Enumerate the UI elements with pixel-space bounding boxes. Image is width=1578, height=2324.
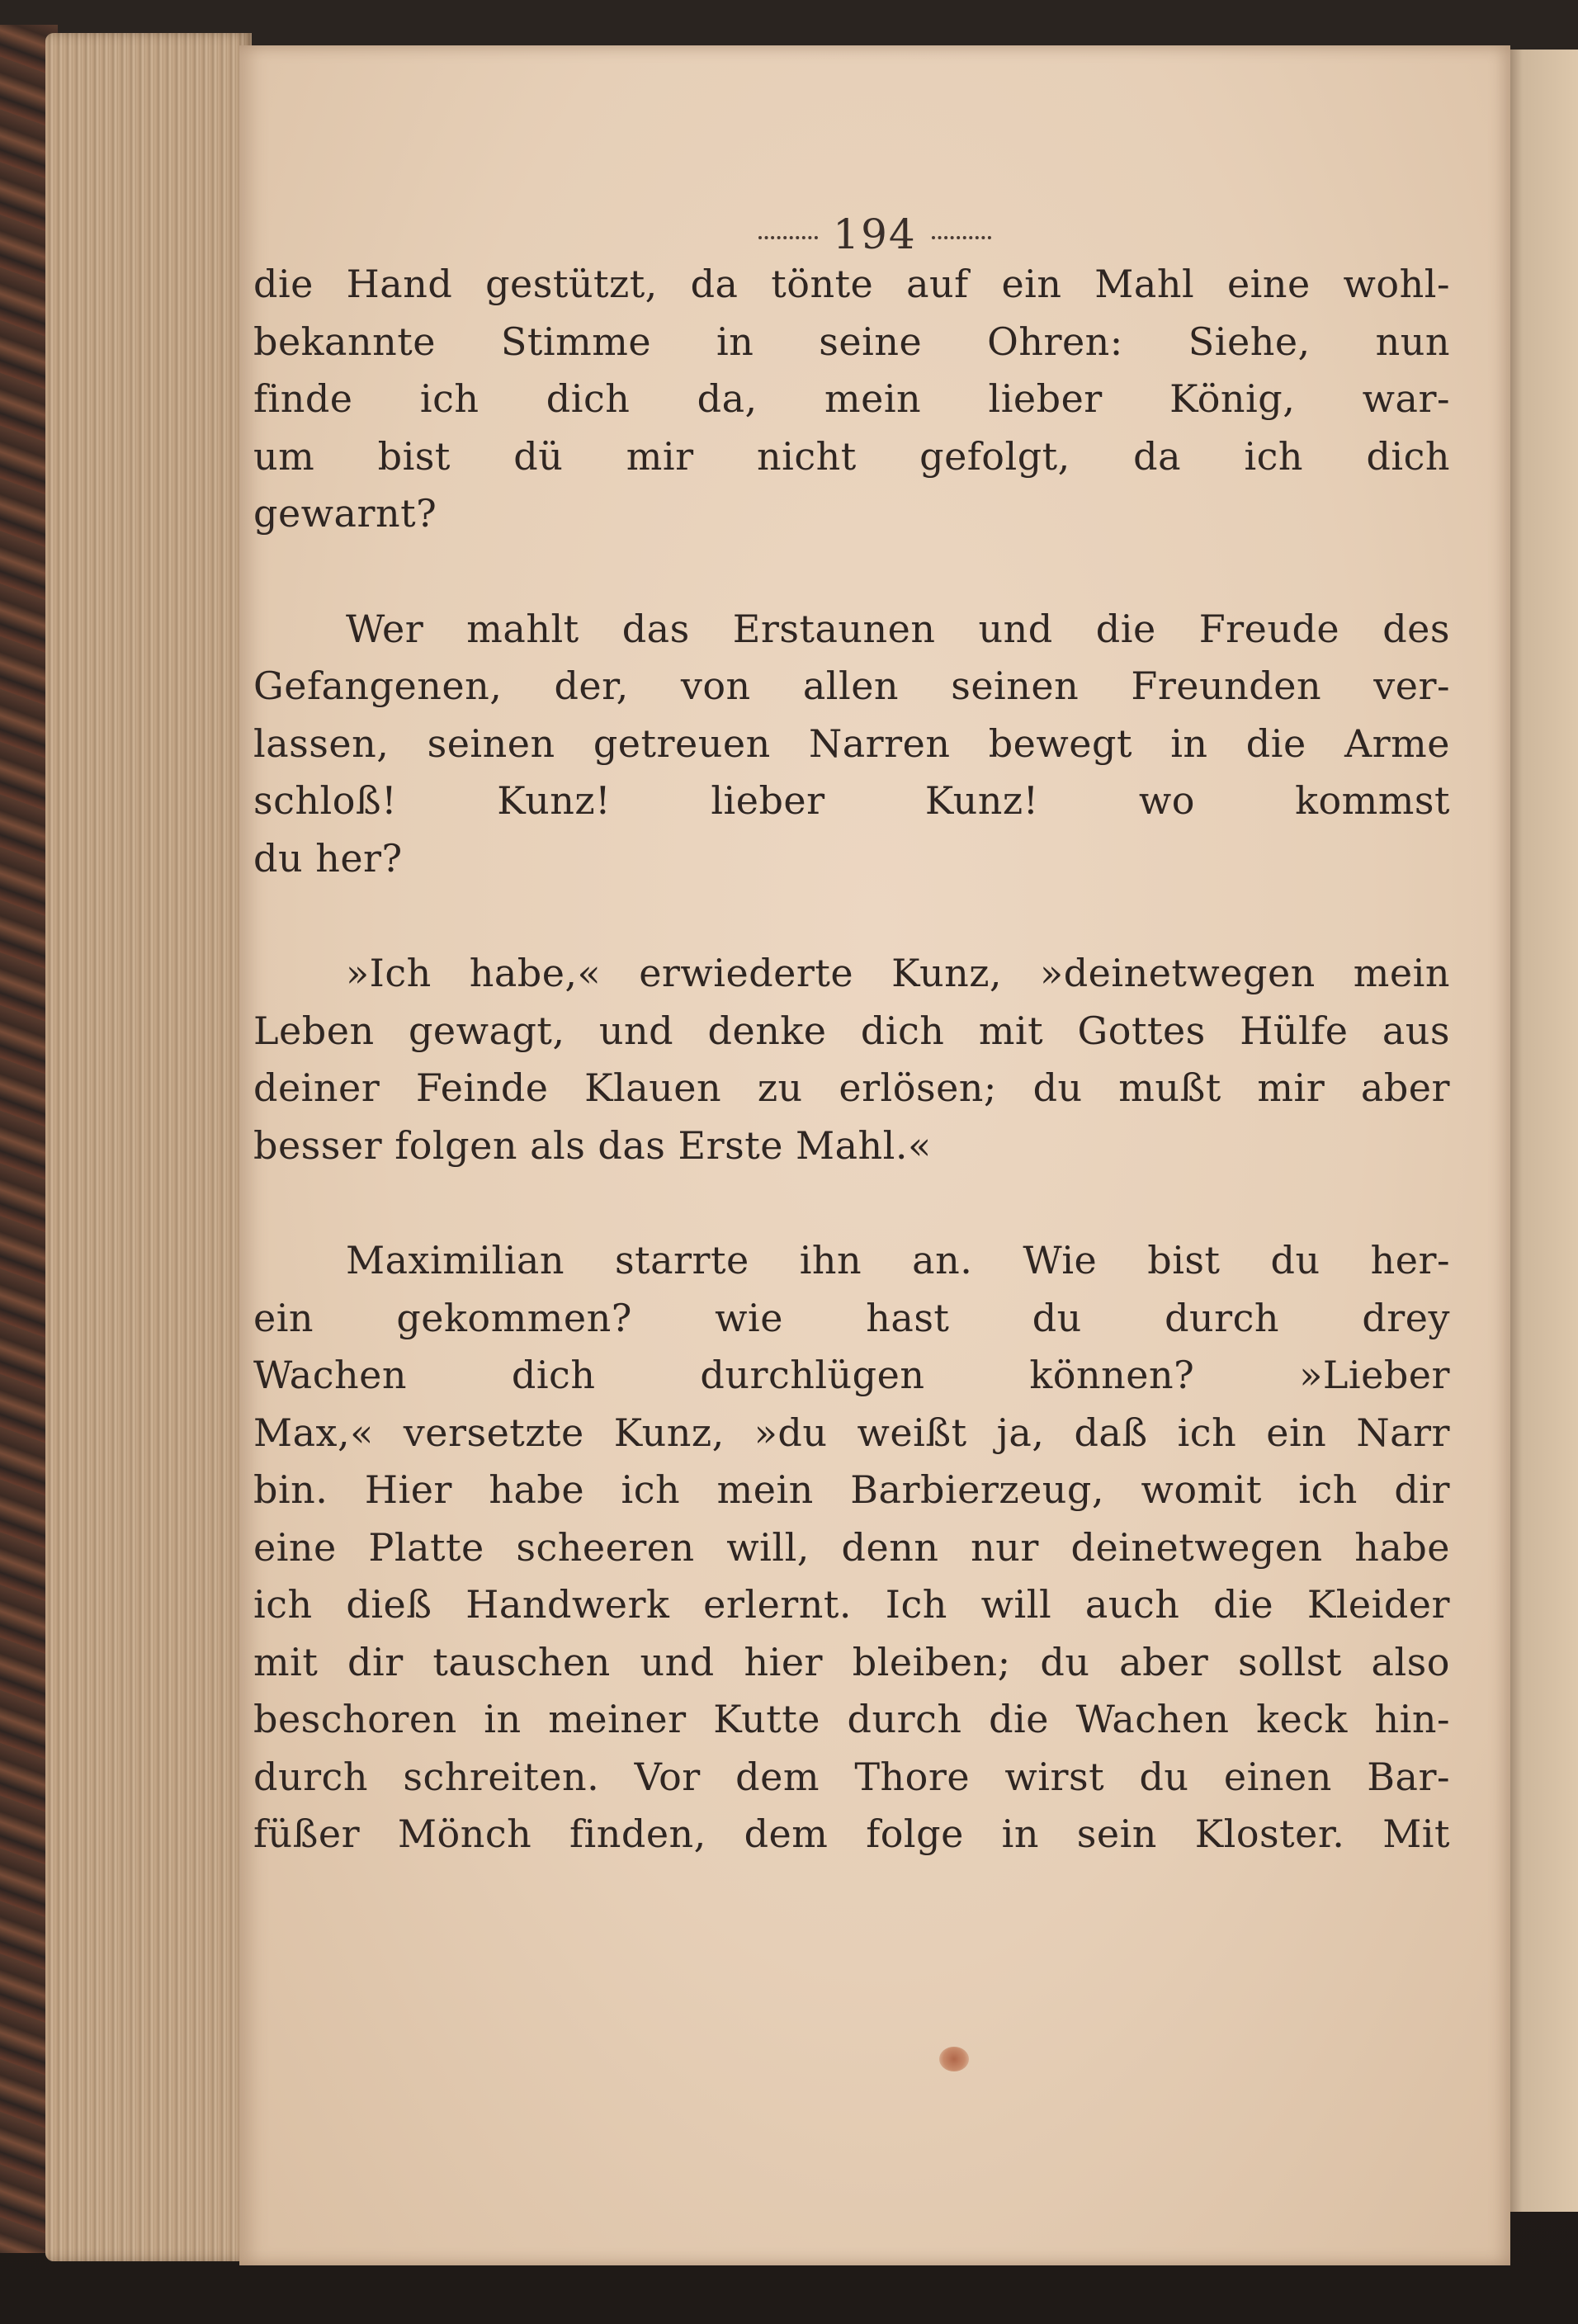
text-line: du her? [253, 835, 403, 881]
text-line: Leben gewagt, und denke dich mit Gottes Hülfe aus [253, 1008, 1450, 1053]
text-line: eine Platte scheeren will, denn nur deinetwegen habe [253, 1524, 1450, 1570]
text-line: besser folgen als das Erste Mahl.« [253, 1122, 932, 1168]
paragraph [253, 1232, 1450, 1863]
text-line: deiner Feinde Klauen zu erlösen; du mußt mir aber [253, 1065, 1450, 1110]
header-ornament-right [932, 236, 991, 239]
text-line: füßer Mönch finden, dem folge in sein Kloster. Mit [253, 1811, 1450, 1856]
body-text [253, 256, 1450, 1863]
text-line: beschoren in meiner Kutte durch die Wachen keck hin- [253, 1697, 1450, 1741]
paragraph [253, 945, 1450, 1174]
text-line: lassen, seinen getreuen Narren bewegt in die Arme [253, 720, 1450, 766]
text-line: ein gekommen? wie hast du durch drey [253, 1295, 1450, 1340]
text-line: finde ich dich da, mein lieber König, war- [253, 376, 1450, 421]
text-line: schloß! Kunz! lieber Kunz! wo kommst [253, 778, 1450, 823]
page-number: 194 [833, 210, 917, 258]
paragraph [253, 601, 1450, 888]
text-line: Wachen dich durchlügen können? »Lieber [253, 1353, 1450, 1397]
paper-stain [939, 2047, 969, 2071]
text-line: ich dieß Handwerk erlernt. Ich will auch die Kleider [253, 1582, 1450, 1627]
text-line: bekannte Stimme in seine Ohren: Siehe, nun [253, 319, 1450, 364]
text-line: Gefangenen, der, von allen seinen Freunden ver- [253, 664, 1450, 708]
text-line: mit dir tauschen und hier bleiben; du aber sollst also [253, 1639, 1450, 1684]
stacked-page-edges [45, 33, 252, 2261]
text-line: Wer mahlt das Erstaunen und die Freude des [346, 606, 1450, 651]
text-line: gewarnt? [253, 491, 437, 536]
paragraph [253, 256, 1450, 543]
text-line: um bist dü mir nicht gefolgt, da ich dich [253, 433, 1450, 479]
text-line: die Hand gestützt, da tönte auf ein Mahl eine wohl- [253, 262, 1450, 306]
text-line: »Ich habe,« erwiederte Kunz, »deinetwegen mein [346, 951, 1450, 995]
facing-page-edge [1504, 50, 1578, 2212]
text-line: Maximilian starrte ihn an. Wie bist du her- [346, 1238, 1450, 1282]
header-ornament-left [758, 236, 818, 239]
text-line: bin. Hier habe ich mein Barbierzeug, womit ich dir [253, 1467, 1450, 1512]
text-line: durch schreiten. Vor dem Thore wirst du einen Bar- [253, 1754, 1450, 1799]
text-line: Max,« versetzte Kunz, »du weißt ja, daß ich ein Narr [253, 1410, 1450, 1455]
page-header [239, 210, 1510, 258]
